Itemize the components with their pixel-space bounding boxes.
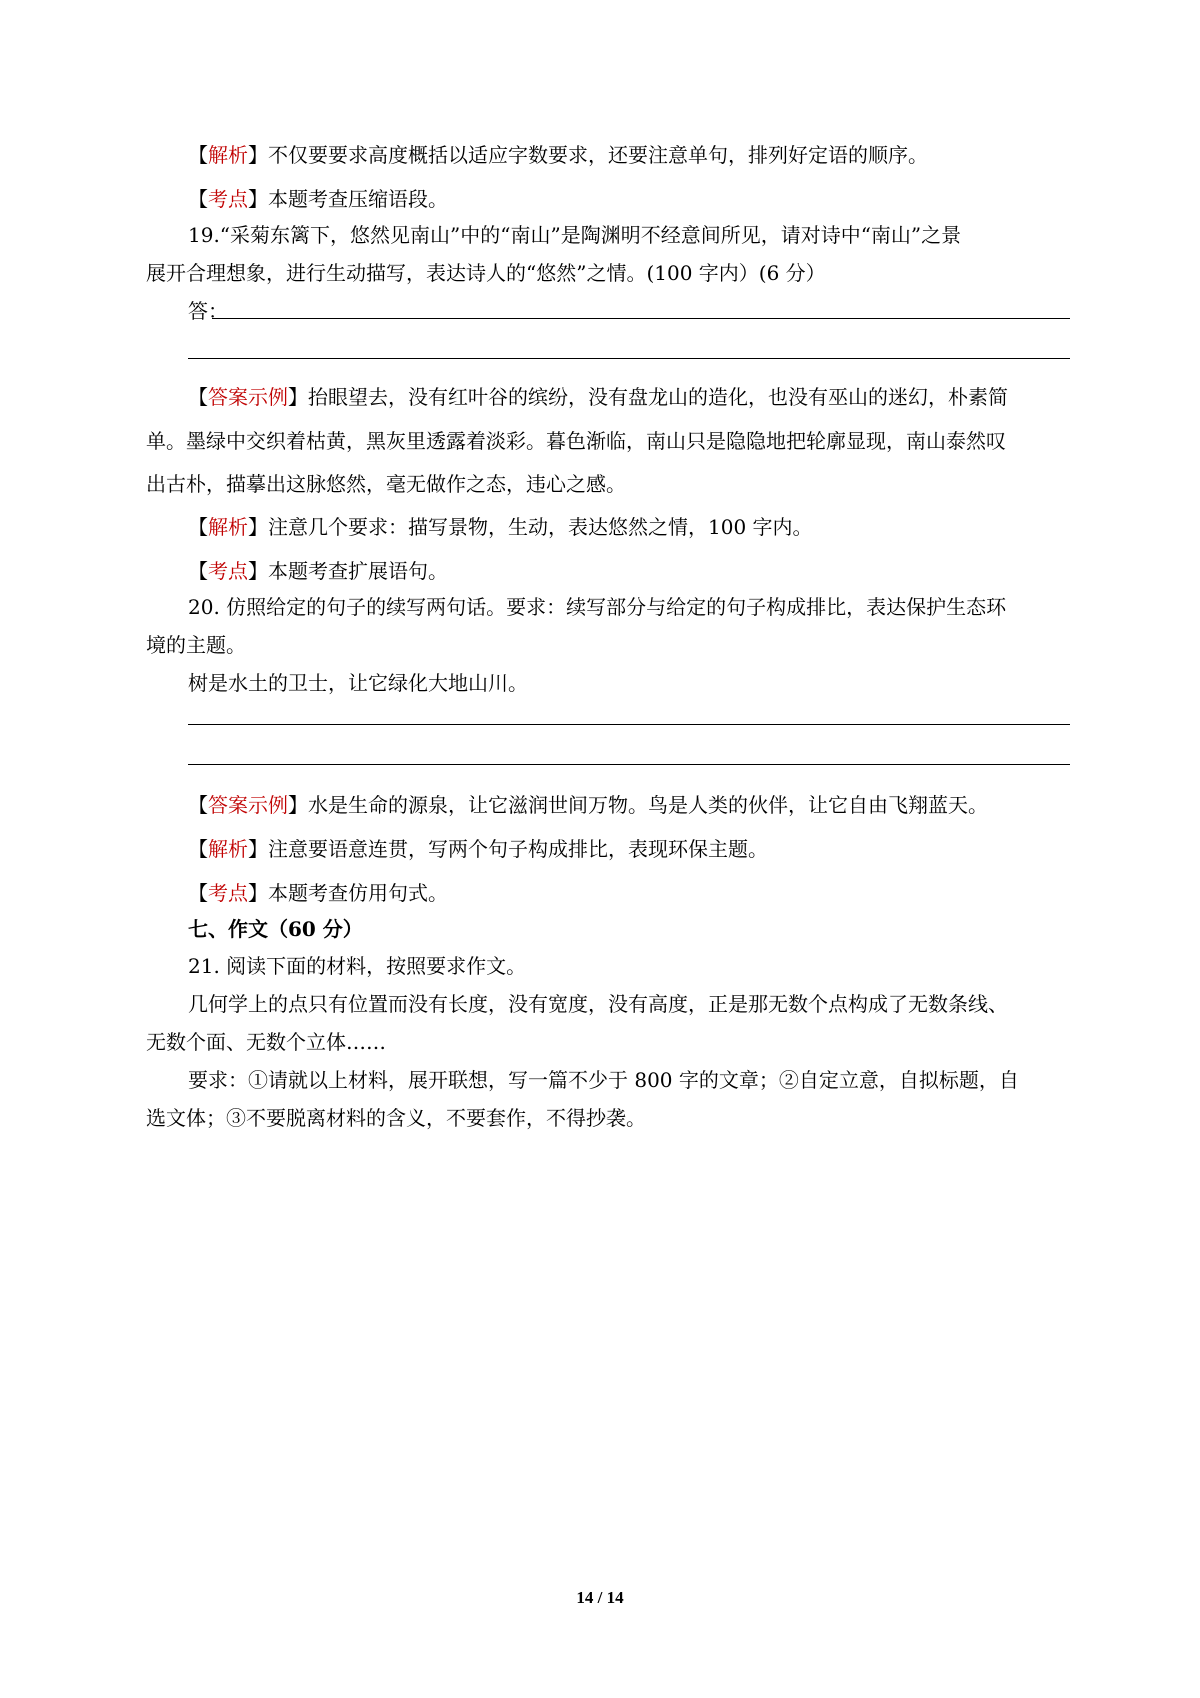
- key-point-tag: 【考点】: [188, 881, 268, 905]
- answer-blank-line-1[interactable]: [212, 318, 1070, 319]
- analysis-q19: [188, 514, 1070, 540]
- example-answer-tag: 【答案示例】: [188, 793, 308, 817]
- analysis-q20: [188, 836, 1070, 862]
- question-20-line1: 20. 仿照给定的句子的续写两句话。要求：续写部分与给定的句子构成排比，表达保护生态环: [188, 595, 1007, 619]
- analysis-q18: [188, 142, 1070, 168]
- section-heading-composition: 七、作文（60 分）: [188, 917, 363, 941]
- example-answer-text: 抬眼望去，没有红叶谷的缤纷，没有盘龙山的造化，也没有巫山的迷幻，朴素简: [308, 385, 1008, 409]
- example-answer-q19-line2: 单。墨绿中交织着枯黄，黑灰里透露着淡彩。暮色渐临，南山只是隐隐地把轮廓显现，南山泰然叹: [146, 429, 1006, 453]
- question-21-requirement-line2: 选文体；③不要脱离材料的含义，不要套作，不得抄袭。: [146, 1106, 646, 1130]
- example-answer-tag: 【答案示例】: [188, 385, 308, 409]
- page-number: 14 / 14: [576, 1588, 624, 1607]
- analysis-text: 注意几个要求：描写景物，生动，表达悠然之情，100 字内。: [268, 515, 813, 539]
- answer-label: 答：: [188, 299, 228, 323]
- key-point-q20: [188, 880, 1070, 906]
- question-21-material-line2: 无数个面、无数个立体……: [146, 1030, 386, 1054]
- question-21-requirement-line1: 要求：①请就以上材料，展开联想，写一篇不少于 800 字的文章；②自定立意，自拟标题，自: [188, 1068, 1019, 1092]
- key-point-q18: [188, 186, 1070, 212]
- question-20-line2: 境的主题。: [146, 633, 246, 657]
- question-21-line1: 21. 阅读下面的材料，按照要求作文。: [188, 954, 527, 978]
- key-point-text: 本题考查压缩语段。: [268, 187, 448, 211]
- key-point-text: 本题考查扩展语句。: [268, 559, 448, 583]
- example-answer-q20: [188, 792, 1070, 818]
- question-21-material-line1: 几何学上的点只有位置而没有长度，没有宽度，没有高度，正是那无数个点构成了无数条线、: [188, 992, 1008, 1016]
- example-answer-q19-line3: 出古朴，描摹出这脉悠然，毫无做作之态，违心之感。: [146, 472, 626, 496]
- analysis-tag: 【解析】: [188, 515, 268, 539]
- key-point-text: 本题考查仿用句式。: [268, 881, 448, 905]
- example-answer-q19-line1: [188, 384, 1070, 410]
- question-20-given-sentence: 树是水土的卫士，让它绿化大地山川。: [188, 671, 528, 695]
- key-point-tag: 【考点】: [188, 559, 268, 583]
- analysis-text: 注意要语意连贯，写两个句子构成排比，表现环保主题。: [268, 837, 768, 861]
- example-answer-text: 水是生命的源泉，让它滋润世间万物。鸟是人类的伙伴，让它自由飞翔蓝天。: [308, 793, 988, 817]
- answer-blank-line-3[interactable]: [188, 724, 1070, 725]
- answer-blank-line-2[interactable]: [188, 358, 1070, 359]
- answer-blank-line-4[interactable]: [188, 764, 1070, 765]
- question-19-line1: 19.“采菊东篱下，悠然见南山”中的“南山”是陶渊明不经意间所见，请对诗中“南山”之景: [188, 223, 962, 247]
- analysis-tag: 【解析】: [188, 143, 268, 167]
- key-point-q19: [188, 558, 1070, 584]
- key-point-tag: 【考点】: [188, 187, 268, 211]
- analysis-text: 不仅要要求高度概括以适应字数要求，还要注意单句，排列好定语的顺序。: [268, 143, 928, 167]
- analysis-tag: 【解析】: [188, 837, 268, 861]
- question-19-line2: 展开合理想象，进行生动描写，表达诗人的“悠然”之情。(100 字内）(6 分）: [146, 261, 826, 285]
